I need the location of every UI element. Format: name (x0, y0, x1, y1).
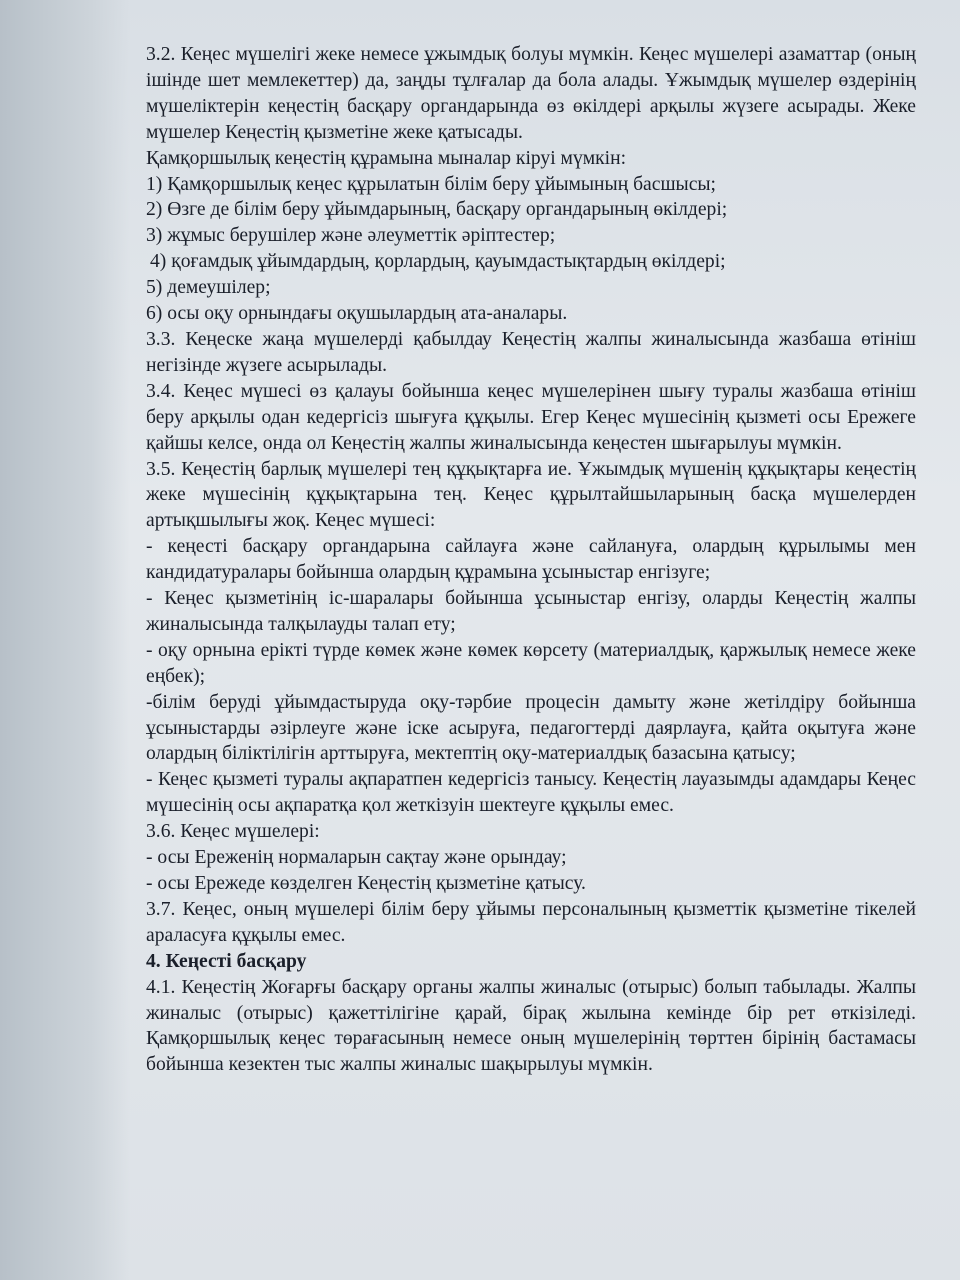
composition-intro: Қамқоршылық кеңестің құрамына мыналар кіруі мүмкін: (146, 147, 627, 169)
rights-item-5: - Кеңес қызметі туралы ақпаратпен кедергісіз танысу. Кеңестің лауазымды адамдары Кеңес мүшесінің осы ақпаратқа қол жеткізуін шектеуге құқылы емес. (146, 769, 916, 817)
document-body (146, 42, 916, 1078)
paragraph-3-5: 3.5. Кеңестің барлық мүшелері тең құқықтарға ие. Ұжымдық мүшенің құқықтары кеңестің жеке мүшесінің құқықтарына тең. Кеңес құрылтайшыларының басқа мүшелерден артықшылығы жоқ. Кеңес мүшесі: (146, 458, 916, 532)
paragraph-3-4: 3.4. Кеңес мүшесі өз қалауы бойынша кеңес мүшелерінен шығу туралы жазбаша өтініш беру арқылы одан кедергісіз шығуға құқылы. Егер Кеңес мүшесінің қызметі осы Ережеге қайшы келсе, онда ол Кеңестің жалпы жиналысында кеңестен шығарылуы мүмкін. (146, 380, 916, 454)
composition-item-4: 4) қоғамдық ұйымдардың, қорлардың, қауымдастықтардың өкілдері; (150, 251, 726, 273)
paragraph-3-3: 3.3. Кеңеске жаңа мүшелерді қабылдау Кеңестің жалпы жиналысында жазбаша өтініш негізінде жүзеге асырылады. (146, 328, 916, 376)
rights-item-3: - оқу орнына ерікті түрде көмек және көмек көрсету (материалдық, қаржылық немесе жеке еңбек); (146, 639, 916, 687)
paragraph-4-1: 4.1. Кеңестің Жоғарғы басқару органы жалпы жиналыс (отырыс) болып табылады. Жалпы жиналыс (отырыс) қажеттілігіне қарай, бірақ жылына кемінде бір рет өткізіледі. Қамқоршылық кеңес төрағасының немесе оның мүшелерінің төрттен бірінің бастамасы бойынша кезектен тыс жалпы жиналыс шақырылуы мүмкін. (146, 976, 916, 1076)
rights-item-1: - кеңесті басқару органдарына сайлауға және сайлануға, олардың құрылымы мен кандидатуралары бойынша олардың құрамына ұсыныстар енгізуге; (146, 536, 916, 584)
composition-item-6: 6) осы оқу орнындағы оқушылардың ата-аналары. (146, 303, 568, 325)
rights-item-4: -білім беруді ұйымдастыруда оқу-тәрбие процесін дамыту және жетілдіру бойынша ұсыныстарды әзірлеуге және іске асыруға, педагогтерді даярлауға, қайта оқытуға және олардың біліктілігін арттыруға, мектептің оқу-материалдық базасына қатысу; (146, 691, 916, 765)
paragraph-3-2: 3.2. Кеңес мүшелігі жеке немесе ұжымдық болуы мүмкін. Кеңес мүшелері азаматтар (оның ішінде шет мемлекеттер) да, заңды тұлғалар да бола алады. Ұжымдық мүшелер өздерінің мүшеліктерін кеңестің басқару органдарында өз өкілдері арқылы жүзеге асырады. Жеке мүшелер Кеңестің қызметіне жеке қатысады. (146, 44, 916, 143)
duties-item-2: - осы Ережеде көзделген Кеңестің қызметіне қатысу. (146, 873, 586, 894)
section-4-heading: 4. Кеңесті басқару (146, 950, 307, 972)
page-edge-shadow (0, 0, 130, 1280)
composition-item-1: 1) Қамқоршылық кеңес құрылатын білім беру ұйымының басшысы; (146, 173, 716, 195)
paragraph-3-7: 3.7. Кеңес, оның мүшелері білім беру ұйымы персоналының қызметтік қызметіне тікелей араласуға құқылы емес. (146, 898, 916, 946)
paragraph-3-6: 3.6. Кеңес мүшелері: (146, 821, 320, 843)
composition-item-2: 2) Өзге де білім беру ұйымдарының, басқару органдарының өкілдері; (146, 199, 728, 221)
composition-item-3: 3) жұмыс берушілер және әлеуметтік әріптестер; (146, 225, 556, 247)
duties-item-1: - осы Ереженің нормаларын сақтау және орындау; (146, 847, 567, 869)
rights-item-2: - Кеңес қызметінің іс-шаралары бойынша ұсыныстар енгізу, оларды Кеңестің жалпы жиналысында талқылауды талап ету; (146, 588, 916, 635)
composition-item-5: 5) демеушілер; (146, 277, 271, 299)
